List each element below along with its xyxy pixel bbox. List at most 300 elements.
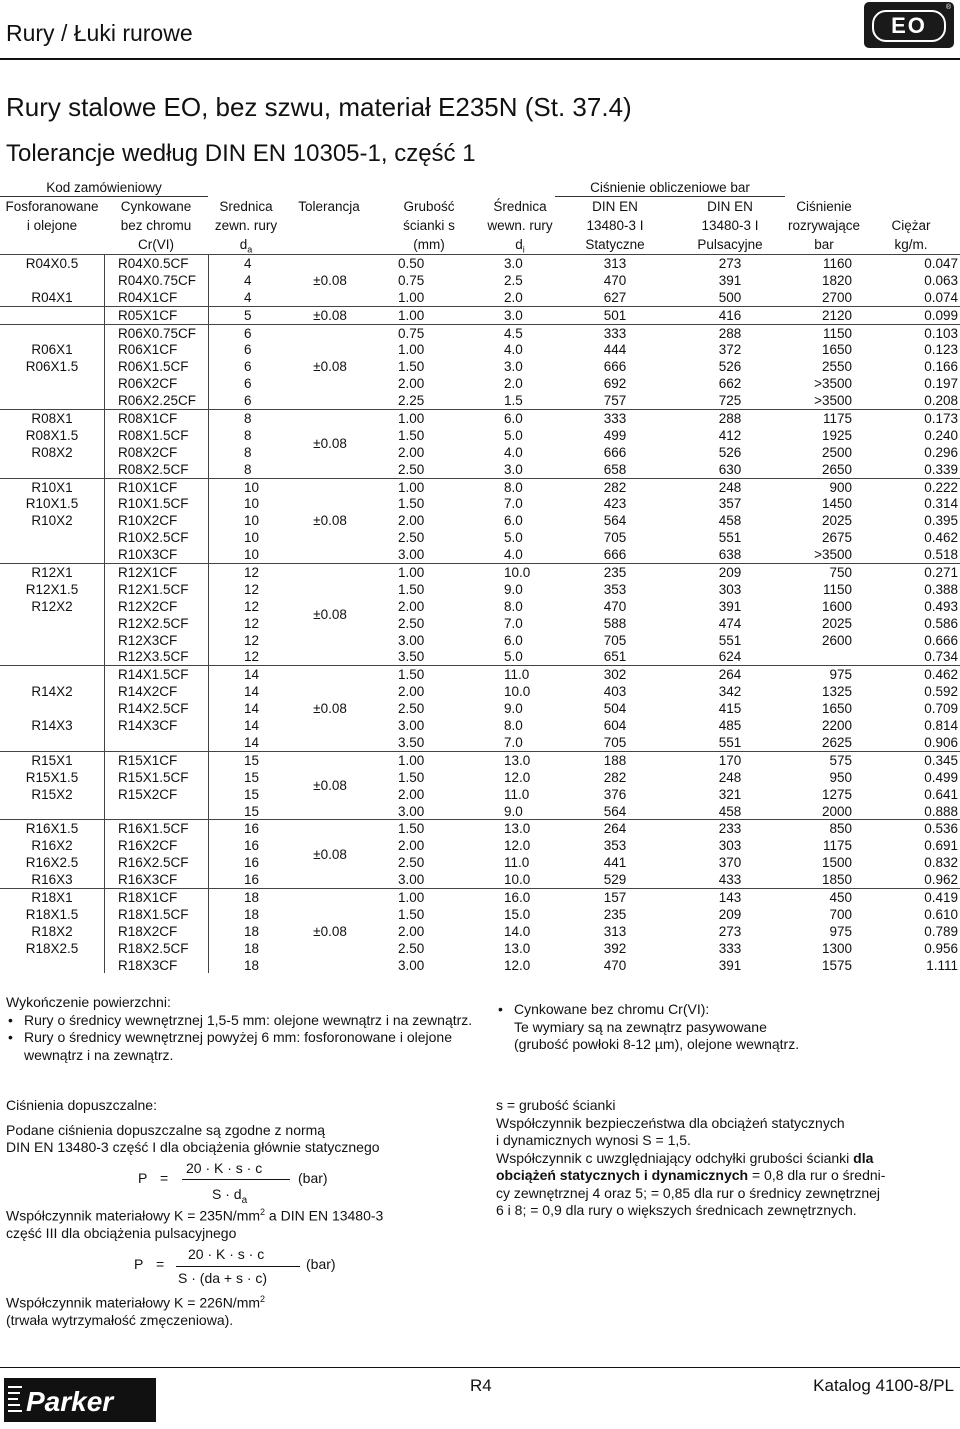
table-cell: 564 (603, 513, 627, 529)
table-cell: 2675 (821, 530, 852, 546)
table-cell: 12 (244, 598, 260, 614)
tolerance-cell: ±0.08 (313, 513, 347, 529)
table-cell: 0.240 (924, 427, 958, 443)
table-cell: 526 (718, 359, 742, 375)
table-cell: 2120 (821, 307, 852, 323)
safety-line-5: obciążeń statycznych i dynamicznych = 0,8 dla rur o średni- (496, 1167, 886, 1183)
table-cell: 12 (244, 565, 260, 581)
table-row (0, 410, 960, 427)
eo-logo-text: EO (872, 10, 946, 42)
table-cell: 588 (603, 615, 627, 631)
table-cell: R16X3CF (118, 872, 178, 888)
table-cell: 8.0 (504, 718, 523, 734)
table-row (0, 272, 960, 289)
table-cell: 1275 (821, 786, 852, 802)
table-cell: 4 (244, 272, 252, 288)
table-cell: 376 (603, 786, 627, 802)
table-cell: 485 (718, 718, 742, 734)
table-cell: 209 (718, 906, 742, 922)
table-row (0, 341, 960, 358)
table-cell: 12 (244, 632, 260, 648)
table-cell: 5 (244, 307, 252, 323)
table-cell: 3.00 (398, 547, 425, 563)
table-cell: 1450 (821, 496, 852, 512)
table-cell: R10X2CF (118, 513, 178, 529)
table-cell: 2025 (821, 615, 852, 631)
table-cell: R15X1CF (118, 752, 178, 768)
table-cell: 10.0 (504, 684, 531, 700)
table-cell: 333 (603, 411, 627, 427)
table-cell: 6 (244, 359, 252, 375)
table-group (0, 563, 960, 665)
table-cell: 604 (603, 718, 627, 734)
table-cell: 0.103 (924, 325, 958, 341)
table-cell: 2.50 (398, 940, 425, 956)
tolerance-cell: ±0.08 (313, 923, 347, 939)
table-cell: 16 (244, 872, 260, 888)
table-cell: R06X2.25CF (118, 393, 197, 409)
table-row (0, 512, 960, 529)
table-cell: R18X3CF (118, 957, 178, 973)
table-cell: 5.0 (504, 427, 523, 443)
table-cell: 11.0 (504, 667, 530, 683)
table-cell: 8 (244, 427, 252, 443)
table-cell: 0.610 (924, 906, 958, 922)
table-row (0, 940, 960, 957)
table-cell: 3.0 (504, 307, 523, 323)
table-cell: 0.173 (924, 411, 958, 427)
table-cell: R16X2CF (118, 838, 178, 854)
table-cell: R10X2 (31, 513, 73, 529)
table-cell: 357 (718, 496, 742, 512)
table-cell: R08X2.5CF (118, 461, 189, 477)
table-cell: 313 (603, 923, 627, 939)
table-cell: 4.0 (504, 547, 523, 563)
table-cell: 441 (603, 855, 627, 871)
table-cell: 750 (829, 565, 852, 581)
table-cell: 2.00 (398, 786, 425, 802)
table-row (0, 717, 960, 734)
table-cell: 7.0 (504, 615, 523, 631)
formula2-denominator: S · (da + s · c) (178, 1270, 268, 1286)
table-cell: >3500 (814, 547, 852, 563)
table-cell: 188 (603, 752, 627, 768)
table-cell: 11.0 (504, 786, 530, 802)
table-cell: 3.50 (398, 649, 425, 665)
table-row (0, 648, 960, 665)
header-row-3 (0, 235, 960, 254)
formula1-numerator: 20 · K · s · c (186, 1160, 263, 1176)
table-cell: R04X1 (31, 289, 73, 305)
formula2-equals: = (156, 1256, 165, 1272)
table-row (0, 752, 960, 769)
table-cell: 725 (718, 393, 742, 409)
safety-line-6: cy zewnętrznej 4 oraz 5; = 0,85 dla rur o średnicy zewnętrznej (496, 1184, 881, 1201)
table-cell: 264 (603, 821, 627, 837)
page-number: R4 (470, 1376, 492, 1395)
table-cell: 0.499 (924, 769, 958, 785)
table-cell: 700 (829, 906, 852, 922)
table-cell: 15.0 (504, 906, 531, 922)
header-cell: (mm) (413, 237, 445, 252)
table-cell: 1.50 (398, 581, 425, 597)
table-cell: 1175 (822, 838, 852, 854)
table-cell: 4.0 (504, 342, 523, 358)
table-cell: 391 (718, 272, 742, 288)
table-group (0, 751, 960, 820)
table-cell: 282 (603, 769, 627, 785)
table-cell: R10X2.5CF (118, 530, 189, 546)
header-cell: wewn. rury (487, 218, 553, 233)
table-cell: >3500 (814, 393, 852, 409)
table-cell: R06X1.5 (25, 359, 79, 375)
table-cell: 264 (718, 667, 742, 683)
table-cell: 1820 (821, 272, 852, 288)
table-cell: 2.00 (398, 513, 425, 529)
table-cell: 370 (718, 855, 742, 871)
parker-logo-text: Parker (26, 1386, 114, 1417)
table-cell: R18X1.5 (25, 906, 79, 922)
table-cell: 1.50 (398, 496, 425, 512)
table-cell: 248 (718, 479, 742, 495)
header-cell: 13480-3 I (586, 218, 644, 233)
tolerance-cell: ±0.08 (313, 436, 347, 452)
table-cell: R08X2 (31, 444, 73, 460)
table-cell: 0.271 (924, 565, 958, 581)
table-cell: 1300 (821, 940, 852, 956)
main-title: Rury stalowe EO, bez szwu, materiał E235N (St. 37.4) (6, 92, 632, 122)
table-cell: 1.00 (398, 565, 425, 581)
table-row (0, 889, 960, 906)
table-cell: R16X3 (31, 872, 73, 888)
table-cell: 551 (718, 734, 742, 750)
pressure-notes (6, 1097, 476, 1157)
material-k1-note (6, 1204, 476, 1243)
table-cell: 2.00 (398, 598, 425, 614)
header-row-1 (0, 197, 960, 216)
table-cell: 0.296 (924, 444, 958, 460)
table-cell: 2.00 (398, 838, 425, 854)
table-cell: 14 (244, 684, 260, 700)
table-cell: 9.0 (504, 581, 523, 597)
table-cell: R04X1CF (118, 289, 178, 305)
table-cell: 6 (244, 376, 252, 392)
table-cell: 302 (603, 667, 627, 683)
table-cell: R15X2CF (118, 786, 178, 802)
table-cell: 288 (718, 325, 742, 341)
table-cell: 273 (718, 256, 742, 271)
table-cell: 2.50 (398, 701, 425, 717)
table-cell: R10X1.5 (25, 496, 79, 512)
table-cell: R15X1.5CF (118, 769, 189, 785)
table-row (0, 837, 960, 854)
table-cell: 0.832 (924, 855, 958, 871)
table-cell: 15 (244, 769, 260, 785)
table-cell: 273 (718, 923, 742, 939)
table-cell: 0.709 (924, 701, 958, 717)
table-cell: R12X2CF (118, 598, 178, 614)
table-cell: 0.536 (924, 821, 958, 837)
table-cell: R05X1CF (118, 307, 178, 323)
safety-notes (496, 1097, 956, 1220)
table-cell: 15 (244, 786, 260, 802)
eo-logo (864, 2, 954, 48)
table-cell: 353 (603, 581, 627, 597)
table-cell: 1925 (821, 427, 852, 443)
table-cell: 9.0 (504, 803, 523, 819)
safety-line-3: i dynamicznych wynosi S = 1,5. (496, 1132, 691, 1148)
table-cell: 233 (718, 821, 742, 837)
table-cell: 2025 (821, 513, 852, 529)
safety-line-1: s = grubość ścianki (496, 1097, 616, 1113)
table-cell: R18X2.5 (25, 940, 79, 956)
table-cell: 235 (603, 565, 627, 581)
table-cell: 10.0 (504, 565, 531, 581)
table-group (0, 888, 960, 973)
table-row (0, 615, 960, 632)
table-cell: 0.592 (924, 684, 958, 700)
table-cell: 170 (718, 752, 742, 768)
table-cell: 0.586 (924, 615, 958, 631)
page-header-title: Rury / Łuki rurowe (6, 20, 193, 46)
table-cell: 391 (718, 598, 742, 614)
formula2-unit: (bar) (306, 1256, 336, 1272)
table-cell: 0.641 (924, 786, 958, 802)
table-cell: 2625 (821, 734, 852, 750)
table-row (0, 479, 960, 496)
pressure-line-1: Podane ciśnienia dopuszczalne są zgodne z normą (6, 1121, 326, 1138)
surface-bullet-1: • Rury o średnicy wewnętrznej 1,5-5 mm: olejone wewnątrz i na zewnątrz. (6, 1012, 476, 1030)
table-cell: 16 (244, 838, 260, 854)
table-cell: R14X2CF (118, 684, 178, 700)
header-cell: DIN EN (592, 199, 638, 214)
table-cell: 3.50 (398, 734, 425, 750)
formula1-fraction-line (182, 1179, 290, 1180)
header-cell: zewn. rury (214, 218, 278, 233)
table-cell: 8 (244, 461, 252, 477)
table-cell: 705 (603, 734, 627, 750)
table-cell: 0.197 (924, 376, 958, 392)
table-cell: 1600 (821, 598, 852, 614)
table-cell: 11.0 (504, 855, 530, 871)
table-cell: 1650 (821, 701, 852, 717)
table-cell: 2.00 (398, 376, 425, 392)
table-cell: 658 (603, 461, 627, 477)
table-cell: R06X2CF (118, 376, 178, 392)
table-cell: 10 (244, 513, 260, 529)
table-row (0, 786, 960, 803)
table-cell: 3.0 (504, 256, 523, 271)
table-cell: 1.00 (398, 342, 425, 358)
table-cell: R12X1.5CF (118, 581, 189, 597)
table-cell: R10X1CF (118, 479, 178, 495)
safety-line-4: Współczynnik c uwzględniający odchyłki grubości ścianki dla (496, 1149, 874, 1166)
table-cell: 2200 (821, 718, 852, 734)
table-cell: 1.00 (398, 479, 425, 495)
table-cell: 0.395 (924, 513, 958, 529)
table-cell: 14 (244, 667, 260, 683)
table-cell: 470 (603, 957, 627, 973)
table-row (0, 906, 960, 923)
table-cell: 6 (244, 325, 252, 341)
table-cell: R12X1.5 (25, 581, 79, 597)
table-cell: R12X1CF (118, 565, 178, 581)
table-cell: 2.00 (398, 923, 425, 939)
table-cell: 1575 (821, 957, 852, 973)
table-row (0, 803, 960, 820)
table-cell: 13.0 (504, 940, 531, 956)
formula2-numerator: 20 · K · s · c (188, 1246, 265, 1262)
table-row (0, 854, 960, 871)
tolerance-cell: ±0.08 (313, 778, 347, 794)
table-cell: 14 (244, 734, 260, 750)
table-group (0, 409, 960, 478)
table-cell: 321 (718, 786, 742, 802)
table-cell: 504 (603, 701, 627, 717)
table-cell: R18X1 (31, 889, 73, 905)
table-cell: R08X1.5 (25, 427, 79, 443)
table-cell: 6.0 (504, 632, 523, 648)
subtitle: Tolerancje według DIN EN 10305-1, część 1 (6, 140, 476, 167)
table-row (0, 923, 960, 940)
table-cell: 662 (718, 376, 742, 392)
table-row (0, 769, 960, 786)
table-cell: 2000 (821, 803, 852, 819)
table-cell: 412 (718, 427, 742, 443)
table-cell: R04X0.5 (25, 256, 79, 271)
header-cell: Statyczne (585, 237, 645, 252)
registered-icon: ® (945, 4, 951, 11)
table-cell: 0.047 (924, 256, 958, 271)
table-cell: 303 (718, 581, 742, 597)
table-row (0, 375, 960, 392)
table-cell: 1.50 (398, 821, 425, 837)
table-cell: 0.789 (924, 923, 958, 939)
formula2-fraction-line (176, 1266, 300, 1267)
table-cell: 0.493 (924, 598, 958, 614)
table-cell: 0.462 (924, 530, 958, 546)
table-cell: R14X3CF (118, 718, 178, 734)
table-cell: 458 (718, 803, 742, 819)
table-cell: 3.0 (504, 461, 523, 477)
table-cell: 12 (244, 615, 260, 631)
table-cell: 501 (603, 307, 627, 323)
table-cell: 1.00 (398, 307, 425, 323)
table-cell: 6 (244, 342, 252, 358)
table-cell: 1.00 (398, 889, 425, 905)
k2-line-2: (trwała wytrzymałość zmęczeniowa). (6, 1312, 234, 1329)
table-cell: 9.0 (504, 701, 523, 717)
table-cell: R06X1CF (118, 342, 178, 358)
table-cell: 0.814 (924, 718, 958, 734)
table-cell: 157 (603, 889, 627, 905)
table-row (0, 427, 960, 444)
header-cell: Srednica (219, 199, 273, 214)
table-row (0, 325, 960, 342)
table-cell: 6.0 (504, 513, 523, 529)
table-cell: 392 (603, 940, 627, 956)
table-cell: 470 (603, 272, 627, 288)
table-cell: 16 (244, 855, 260, 871)
k1-line-1: Współczynnik materiałowy $K = 235N/mm^2$ a DIN EN 13480-3 (6, 1207, 384, 1224)
tolerance-cell: ±0.08 (313, 701, 347, 717)
table-cell: R15X1.5 (25, 769, 79, 785)
surface-finish-title: Wykończenie powierzchni: (6, 994, 171, 1010)
table-cell: 2.50 (398, 855, 425, 871)
header-cell: Cynkowane (120, 199, 192, 214)
table-cell: 2.00 (398, 684, 425, 700)
k2-line-1: Współczynnik materiałowy $K = 226N/mm^2$ (6, 1294, 266, 1311)
table-cell: 0.222 (924, 479, 958, 495)
table-cell: 0.962 (924, 872, 958, 888)
table-cell: R12X3CF (118, 632, 178, 648)
table-cell: 342 (718, 684, 742, 700)
table-cell: 4.0 (504, 444, 523, 460)
table-cell: 975 (829, 667, 852, 683)
footer-divider (0, 1367, 960, 1368)
header-cell: Grubość (403, 199, 455, 214)
table-cell: 16.0 (504, 889, 531, 905)
pressure-line-2: DIN EN 13480-3 część I dla obciążenia głównie statycznego (6, 1139, 380, 1155)
table-row (0, 289, 960, 306)
table-cell: R08X2CF (118, 444, 178, 460)
table-cell: 13.0 (504, 752, 531, 768)
material-k2-note (6, 1291, 476, 1330)
table-cell: 391 (718, 957, 742, 973)
table-cell: 666 (603, 444, 627, 460)
table-cell: R16X2.5CF (118, 855, 189, 871)
table-cell: 143 (718, 889, 742, 905)
table-group (0, 819, 960, 888)
table-cell: 3.0 (504, 359, 523, 375)
group-header-order-code: Kod zamówieniowy (46, 180, 162, 195)
table-cell: 666 (603, 547, 627, 563)
table-cell: 0.123 (924, 342, 958, 358)
table-cell: >3500 (814, 376, 852, 392)
table-cell: 0.462 (924, 667, 958, 683)
table-cell: 529 (603, 872, 627, 888)
table-cell: 6 (244, 393, 252, 409)
table-row (0, 358, 960, 375)
table-cell: 18 (244, 906, 260, 922)
table-cell: 0.339 (924, 461, 958, 477)
table-cell: R18X2CF (118, 923, 178, 939)
header-cell: $d_i$ (515, 237, 525, 255)
zinc-line-2: Te wymiary są na zewnątrz pasywowane (514, 1018, 767, 1035)
tolerance-cell: ±0.08 (313, 272, 347, 288)
table-cell: 499 (603, 427, 627, 443)
table-cell: R16X1.5 (25, 821, 79, 837)
header-cell: Ciężar (891, 218, 931, 233)
table-cell: 0.099 (924, 307, 958, 323)
table-cell: 15 (244, 752, 260, 768)
table-cell: 10 (244, 530, 260, 546)
table-cell: 416 (718, 307, 742, 323)
table-cell: 18 (244, 957, 260, 973)
pressure-title: Ciśnienia dopuszczalne: (6, 1097, 157, 1113)
table-cell: 3.00 (398, 957, 425, 973)
table-cell: 12 (244, 581, 260, 597)
table-cell: 2.0 (504, 376, 523, 392)
table-cell: R08X1CF (118, 411, 178, 427)
table-cell: 1150 (822, 581, 852, 597)
table-cell: 551 (718, 632, 742, 648)
table-cell: 2.50 (398, 615, 425, 631)
table-cell: 2700 (821, 289, 852, 305)
table-cell: 282 (603, 479, 627, 495)
table-cell: 8 (244, 444, 252, 460)
table-cell: 4 (244, 289, 252, 305)
